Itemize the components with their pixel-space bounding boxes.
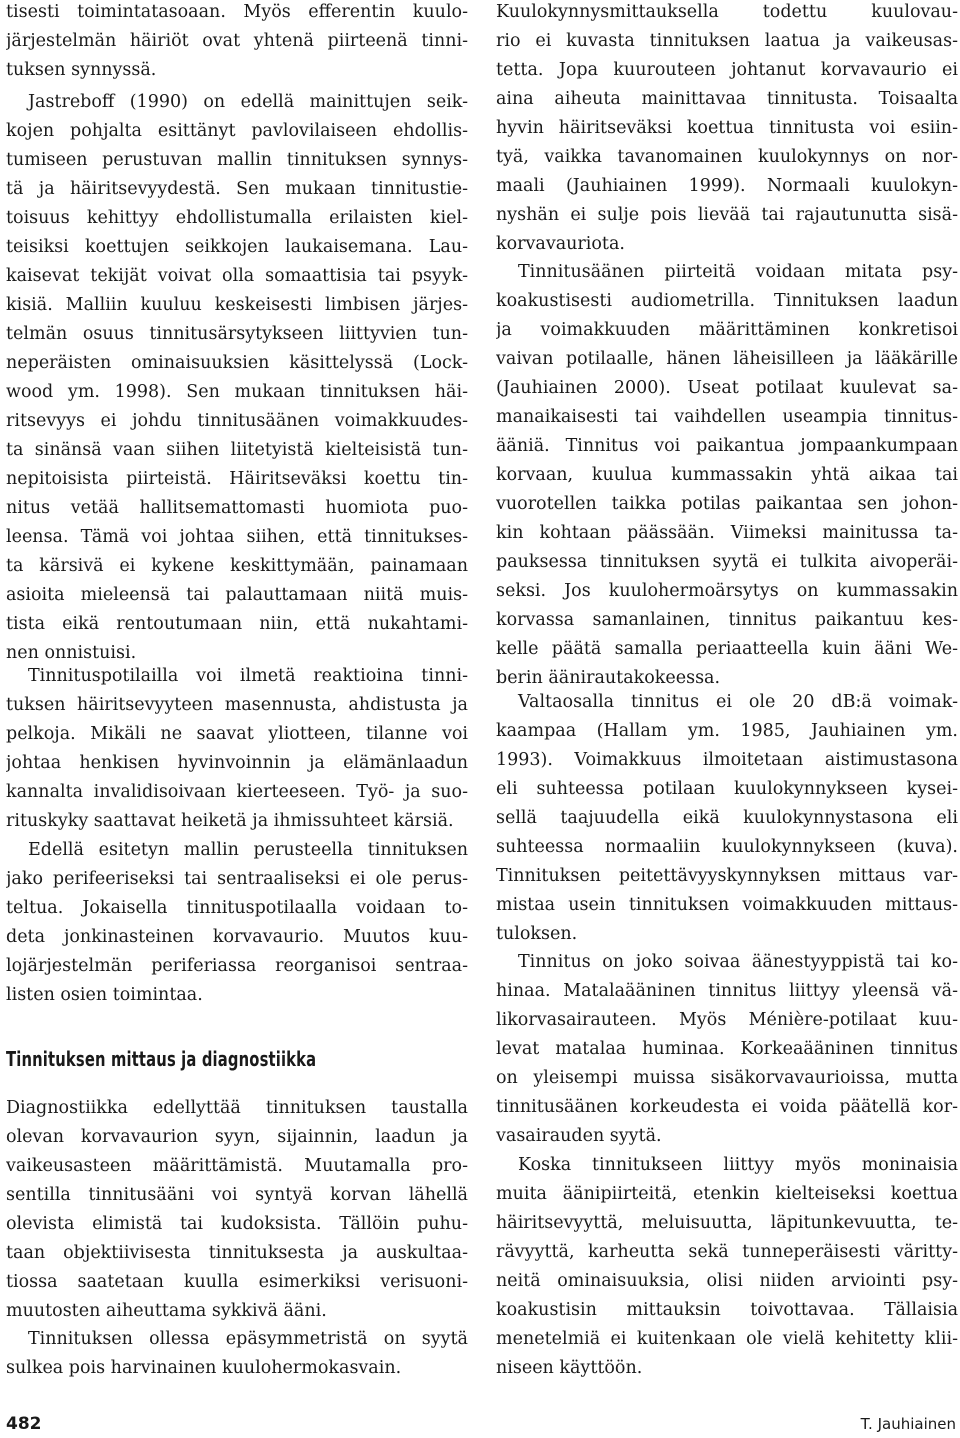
text-line: leensa. Tämä voi johtaa siihen, että tinnitukses- [6,527,468,547]
left-paragraph-2 [6,88,468,668]
text-line: sellä taajuudella eikä kuulokynnystasona eli [496,808,958,828]
text-line: Tinnituksen ollessa epäsymmetristä on syytä [28,1329,468,1349]
text-line: nitus vetää hallitsemattomasti huomiota puo- [6,498,468,518]
text-line: hinaa. Matalaääninen tinnitus liittyy yleensä vä- [496,981,958,1001]
text-line: neperäisten ominaisuuksien käsittelyssä (Lock- [6,353,468,373]
text-line: seksi. Jos kuulohermoärsytys on kummassakin [496,581,958,601]
text-line: niseen käyttöön. [496,1358,643,1378]
text-line: johtaa henkisen hyvinvoinnin ja elämänlaadun [6,753,468,773]
text-line: (Jauhiainen 2000). Useat potilaat kuulevat sa- [496,378,958,398]
text-line: teltua. Jokaisella tinnituspotilaalla voidaan to- [6,898,468,918]
text-line: korvassa samanlainen, tinnitus paikantuu kes- [496,610,958,630]
text-line: tyä, vaikka tavanomainen kuulokynnys on nor- [496,147,958,167]
text-line: sentilla tinnitusääni voi syntyä korvan lähellä [6,1185,468,1205]
text-line: Diagnostiikka edellyttää tinnituksen taustalla [6,1098,468,1118]
text-line: olevan korvavaurion syyn, sijainnin, laadun ja [6,1127,468,1147]
text-line: tumiseen perustuvan mallin tinnituksen synnys- [6,150,468,170]
text-line: Tinnitusäänen piirteitä voidaan mitata psy- [518,262,958,282]
text-line: vaivan potilaalle, hänen läheisilleen ja lääkärille [496,349,958,369]
text-line: rävyyttä, karheutta sekä tunneperäisesti väritty- [496,1242,958,1262]
text-line: rituskyky saattavat heiketä ja ihmissuhteet kärsiä. [6,811,454,831]
left-paragraph-5 [6,1094,468,1326]
text-line: ta kärsivä ei kykene keskittymään, painamaan [6,556,468,576]
text-line: ääniä. Tinnitus voi paikantua jompaankumpaan [496,436,958,456]
text-line: tä ja häiritsevyydestä. Sen mukaan tinnitustie- [6,179,468,199]
text-line: neitä ominaisuuksia, olisi niiden arviointi psy- [496,1271,958,1291]
text-line: häiritsevyyttä, meluisuutta, läpitunkevuutta, te- [496,1213,958,1233]
section-heading: Tinnituksen mittaus ja diagnostiikka [6,1047,317,1071]
text-line: suhteessa normaaliin kuulokynnykseen (kuva). [496,837,958,857]
text-line: koakustisin mittauksin toivottavaa. Tällaisia [496,1300,958,1320]
text-line: deta jonkinasteinen korvavaurio. Muutos kuu- [6,927,468,947]
text-line: tinnitusäänen korkeudesta ei voida päätellä kor- [496,1097,958,1117]
text-line: teisiksi koettujen seikkojen laukaisemana. Lau- [6,237,468,257]
text-line: rio ei kuvasta tinnituksen laatua ja vaikeusas- [496,31,958,51]
text-line: lojärjestelmän periferiassa reorganisoi sentraa- [6,956,468,976]
text-line: tetta. Jopa kuurouteen johtanut korvavaurio ei [496,60,958,80]
text-line: toisuus kehittyy ehdollistumalla erilaisten kiel- [6,208,468,228]
text-line: Jastreboff (1990) on edellä mainittujen seik- [28,92,468,112]
text-line: järjestelmän häiriöt ovat yhtenä piirteenä tinni- [6,31,468,51]
text-line: pauksessa tinnituksen syytä ei tulkita aivoperäi- [496,552,958,572]
left-paragraph-3 [6,662,468,836]
text-line: kaampaa (Hallam ym. 1985, Jauhiainen ym. [496,721,958,741]
text-line: manaikaisesti tai vaihdellen useampia tinnitus- [496,407,958,427]
text-line: mistaa usein tinnituksen voimakkuuden mittaus- [496,895,958,915]
text-line: kisiä. Malliin kuuluu keskeisesti limbisen järjes- [6,295,468,315]
text-line: tista eikä rentoutumaan niin, että nukahtami- [6,614,468,634]
text-line: vaikeusasteen määrittämistä. Muutamalla pro- [6,1156,468,1176]
text-line: korvavauriota. [496,234,625,254]
text-line: on yleisempi muissa sisäkorvavaurioissa, mutta [496,1068,958,1088]
text-line: Tinnituksen peitettävyyskynnyksen mittaus var- [496,866,958,886]
text-line: korvaan, kuulua kummassakin yhtä aikaa tai [496,465,958,485]
text-line: Kuulokynnysmittauksella todettu kuulovau- [496,2,958,22]
text-line: taan objektiivisesta tinnituksesta ja auskultaa- [6,1243,468,1263]
text-line: levat matalaa huminaa. Korkeaääninen tinnitus [496,1039,958,1059]
right-paragraph-4 [496,948,958,1151]
text-line: tuksen häiritsevyyteen masennusta, ahdistusta ja [6,695,468,715]
text-line: ta sinänsä vaan siihen liitetyistä kielteisistä tun- [6,440,468,460]
left-paragraph-4 [6,836,468,1010]
left-paragraph-6 [6,1325,468,1383]
text-line: kelle päätä samalla periaatteella kuin ääni We- [496,639,958,659]
text-line: Edellä esitetyn mallin perusteella tinnituksen [28,840,468,860]
text-line: maali (Jauhiainen 1999). Normaali kuulokyn- [496,176,958,196]
text-line: menetelmiä ei kuitenkaan ole vielä kehitetty klii- [496,1329,958,1349]
text-line: kannalta invalidisoivaan kierteeseen. Työ- ja suo- [6,782,468,802]
running-footer-author: T. Jauhiainen [860,1415,956,1433]
text-line: Tinnituspotilailla voi ilmetä reaktioina tinni- [28,666,468,686]
text-line: Koska tinnitukseen liittyy myös moninaisia [518,1155,958,1175]
text-line: vuorotellen taikka potilas paikantaa sen johon- [496,494,958,514]
text-line: muita äänipiirteitä, etenkin kielteiseksi koettua [496,1184,958,1204]
page-number: 482 [6,1414,42,1434]
right-paragraph-2 [496,258,958,693]
text-line: koakustisesti audiometrilla. Tinnituksen laadun [496,291,958,311]
text-line: aina aiheuta mainittavaa tinnitusta. Toisaalta [496,89,958,109]
text-line: olevista elimistä tai kudoksista. Tällöin puhu- [6,1214,468,1234]
text-line: tiossa saatetaan kuulla esimerkiksi verisuoni- [6,1272,468,1292]
right-paragraph-3 [496,688,958,949]
text-line: Tinnitus on joko soivaa äänestyyppistä tai ko- [518,952,958,972]
right-paragraph-1 [496,0,958,259]
text-line: vasairauden syytä. [496,1126,662,1146]
text-line: muutosten aiheuttama sykkivä ääni. [6,1301,327,1321]
right-paragraph-5 [496,1151,958,1383]
text-line: likorvasairauteen. Myös Ménière-potilaat kuu- [496,1010,958,1030]
text-line: telmän osuus tinnitusärsytykseen liittyvien tun- [6,324,468,344]
text-line: tuksen synnyssä. [6,60,157,80]
text-line: kojen pohjalta esittänyt pavlovilaiseen ehdollis- [6,121,468,141]
text-line: hyvin häiritseväksi koettua tinnitusta voi esiin- [496,118,958,138]
text-line: listen osien toimintaa. [6,985,203,1005]
text-line: ja voimakkuuden määrittäminen konkretisoi [496,320,958,340]
text-line: tuloksen. [496,924,578,944]
text-line: asioita mieleensä tai palauttamaan niitä muis- [6,585,468,605]
text-line: kaisevat tekijät voivat olla somaattisia tai psyyk- [6,266,468,286]
text-line: wood ym. 1998). Sen mukaan tinnituksen häi- [6,382,468,402]
text-line: nyshän ei sulje pois lievää tai rajautunutta sisä- [496,205,958,225]
text-line: 1993). Voimakkuus ilmoitetaan aistimustasona [496,750,958,770]
text-line: ritsevyys ei johdu tinnitusäänen voimakkuudes- [6,411,468,431]
text-line: tisesti toimintatasoaan. Myös efferentin kuulo- [6,2,468,22]
text-line: eli suhteessa potilaan kuulokynnykseen kysei- [496,779,958,799]
text-line: jako perifeeriseksi tai sentraaliseksi ei ole perus- [6,869,468,889]
text-line: nen onnistuisi. [6,643,137,663]
text-line: kin kohtaan päässään. Viimeksi mainitussa ta- [496,523,958,543]
text-line: Valtaosalla tinnitus ei ole 20 dB:ä voimak- [518,692,958,712]
text-line: berin äänirautakokeessa. [496,668,721,688]
left-paragraph-1 [6,0,468,85]
text-line: pelkoja. Mikäli ne saavat yliotteen, tilanne voi [6,724,468,744]
text-line: nepitoisista piirteistä. Häiritseväksi koettu tin- [6,469,468,489]
text-line: sulkea pois harvinainen kuulohermokasvain. [6,1358,402,1378]
